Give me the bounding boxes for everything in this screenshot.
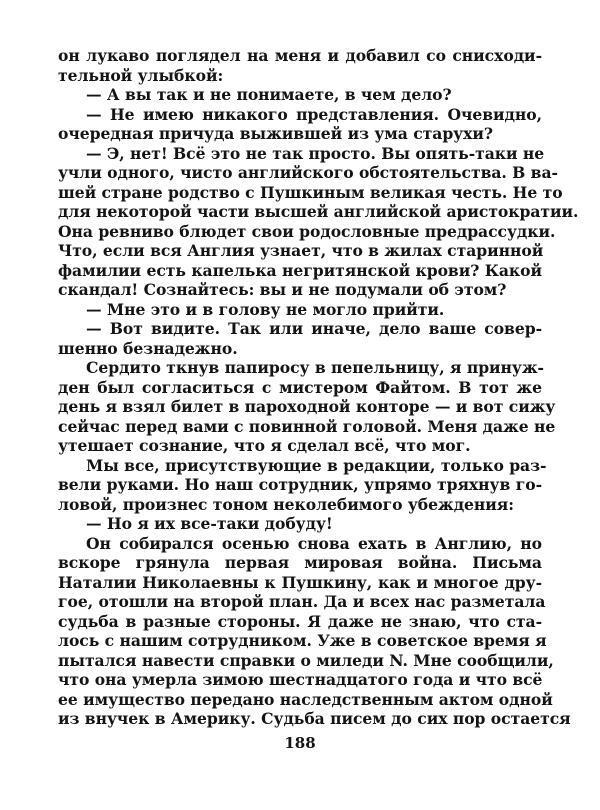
text-line: судьба в разные стороны. Я даже не знаю, что ста-: [58, 611, 542, 631]
text-line: ее имущество передано наследственным актом одной: [58, 689, 553, 709]
text-line: утешает сознание, что я сделал всё, что мог.: [58, 436, 471, 455]
text-line: тельной улыбкой:: [58, 65, 224, 85]
text-line: шей стране родство с Пушкиным великая честь. Не то: [58, 182, 563, 202]
text-line: гое, отошли на второй план. Да и всех нас разметала: [58, 592, 546, 611]
text-line: лось с нашим сотрудником. Уже в советское время я: [58, 631, 547, 650]
text-line: вскоре грянула первая мировая война. Письма: [58, 553, 542, 572]
text-line: из внучек в Америку. Судьба писем до сих пор остается: [58, 709, 571, 728]
text-line: пытался навести справки о миледи N. Мне сообщили,: [58, 650, 554, 670]
text-line: ловой, произнес тоном неколебимого убеждения:: [58, 494, 514, 514]
text-line: сейчас перед вами с повинной головой. Меня даже не: [58, 416, 556, 436]
text-line: скандал! Сознайтесь: вы и не подумали об этом?: [58, 280, 507, 299]
text-line: фамилии есть капелька негритянской крови? Какой: [58, 260, 542, 280]
text-line: — Но я их все-таки добуду!: [86, 514, 333, 533]
page-number: 188: [284, 734, 316, 752]
text-line: Что, если вся Англия узнает, что в жилах старинной: [58, 241, 544, 260]
body-text: [58, 46, 579, 729]
text-line: Наталии Николаевны к Пушкину, как и многое дру-: [58, 572, 542, 592]
text-line: учли одного, чисто английского обстоятельства. В ва-: [58, 163, 558, 182]
text-line: что она умерла зимою шестнадцатого года и что всё: [58, 670, 543, 689]
text-line: Мы все, присутствующие в редакции, только раз-: [86, 455, 547, 475]
text-line: Сердито ткнув папиросу в пепельницу, я принуж-: [86, 358, 544, 377]
text-line: шенно безнадежно.: [58, 338, 238, 358]
text-line: — Э, нет! Всё это не так просто. Вы опять-таки не: [86, 143, 545, 163]
text-line: он лукаво поглядел на меня и добавил со снисходи-: [58, 46, 542, 65]
text-line: очередная причуда выжившей из ума старухи?: [58, 124, 493, 143]
text-line: вели руками. Но наш сотрудник, упрямо тряхнув го-: [58, 475, 542, 494]
text-line: — Мне это и в голову не могло прийти.: [86, 299, 445, 319]
text-line: день я взял билет в пароходной конторе — и вот сижу: [58, 397, 556, 416]
text-line: Он собирался осенью снова ехать в Англию, но: [86, 533, 542, 553]
text-line: ден был согласиться с мистером Файтом. В тот же: [58, 377, 542, 397]
text-line: Она ревниво блюдет свои родословные предрассудки.: [58, 221, 556, 241]
text-line: — Вот видите. Так или иначе, дело ваше совер-: [86, 319, 542, 338]
text-line: для некоторой части высшей английской аристократии.: [58, 202, 579, 221]
text-line: — Не имею никакого представления. Очевидно,: [86, 104, 542, 124]
text-line: — А вы так и не понимаете, в чем дело?: [86, 85, 452, 104]
